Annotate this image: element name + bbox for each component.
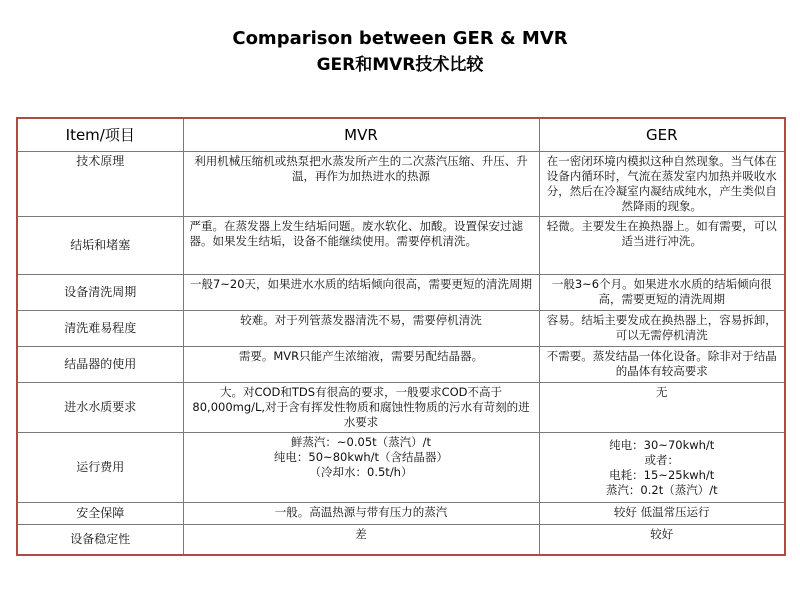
row-mvr: 一般。高温热源与带有压力的蒸汽 — [183, 503, 539, 525]
header-mvr: MVR — [183, 118, 539, 152]
row-mvr — [183, 433, 539, 503]
row-mvr: 一般7~20天，如果进水水质的结垢倾向很高，需要更短的清洗周期 — [183, 275, 539, 311]
comparison-table — [16, 117, 786, 556]
row-item: 安全保障 — [17, 503, 183, 525]
table-row — [17, 275, 785, 311]
row-ger: 在一密闭环境内模拟这种自然现象。当气体在设备内循环时，气流在蒸发室内加热并吸收水分，然后在冷凝室内凝结成纯水，产生类似自然降雨的现象。 — [539, 152, 785, 217]
table-header-row — [17, 118, 785, 152]
row-ger: 较好 — [539, 525, 785, 555]
title-chinese: GER和MVR技术比较 — [316, 55, 484, 75]
row-mvr: 需要。MVR只能产生浓缩液，需要另配结晶器。 — [183, 347, 539, 383]
row-item: 结垢和堵塞 — [17, 217, 183, 275]
table-row — [17, 383, 785, 433]
table-row — [17, 347, 785, 383]
table-row — [17, 311, 785, 347]
title-block — [0, 26, 800, 78]
row-item: 设备稳定性 — [17, 525, 183, 555]
header-ger: GER — [539, 118, 785, 152]
row-item: 运行费用 — [17, 433, 183, 503]
cost-line: 鲜蒸汽：~0.05t（蒸汽）/t — [290, 435, 432, 449]
row-ger: 一般3~6个月。如果进水水质的结垢倾向很高，需要更短的清洗周期 — [539, 275, 785, 311]
row-item: 技术原理 — [17, 152, 183, 217]
cost-line: 或者： — [644, 452, 679, 467]
comparison-table-wrapper — [16, 117, 784, 556]
row-mvr: 大。对COD和TDS有很高的要求，一般要求COD不高于80,000mg/L,对于含有挥发性物质和腐蚀性物质的污水有苛刻的进水要求 — [183, 383, 539, 433]
row-ger: 轻微。主要发生在换热器上。如有需要，可以适当进行冲洗。 — [539, 217, 785, 275]
cost-line: 纯电：50~80kwh/t（含结晶器） — [273, 450, 449, 464]
table-row — [17, 503, 785, 525]
table-row — [17, 525, 785, 555]
cost-line: 蒸汽：0.2t（蒸汽）/t — [605, 482, 718, 497]
cost-line: 纯电：30~70kwh/t — [609, 437, 715, 452]
title-english: Comparison between GER & MVR — [232, 28, 568, 49]
row-ger: 无 — [539, 383, 785, 433]
row-mvr: 利用机械压缩机或热泵把水蒸发所产生的二次蒸汽压缩、升压、升温，再作为加热进水的热源 — [183, 152, 539, 217]
header-item: Item/项目 — [17, 118, 183, 152]
table-row — [17, 152, 785, 217]
cost-line: 电耗：15~25kwh/t — [609, 467, 715, 482]
row-ger: 容易。结垢主要发成在换热器上，容易拆卸，可以无需停机清洗 — [539, 311, 785, 347]
table-row — [17, 433, 785, 503]
row-mvr: 严重。在蒸发器上发生结垢问题。废水软化、加酸。设置保安过滤器。如果发生结垢，设备不能继续使用。需要停机清洗。 — [183, 217, 539, 275]
row-mvr: 较难。对于列管蒸发器清洗不易，需要停机清洗 — [183, 311, 539, 347]
row-ger: 较好 低温常压运行 — [539, 503, 785, 525]
table-row — [17, 217, 785, 275]
row-item: 结晶器的使用 — [17, 347, 183, 383]
row-ger — [539, 433, 785, 503]
cost-line: （冷却水：0.5t/h） — [309, 465, 413, 479]
row-item: 设备清洗周期 — [17, 275, 183, 311]
row-mvr: 差 — [183, 525, 539, 555]
row-ger: 不需要。蒸发结晶一体化设备。除非对于结晶的晶体有较高要求 — [539, 347, 785, 383]
row-item: 进水水质要求 — [17, 383, 183, 433]
row-item: 清洗难易程度 — [17, 311, 183, 347]
